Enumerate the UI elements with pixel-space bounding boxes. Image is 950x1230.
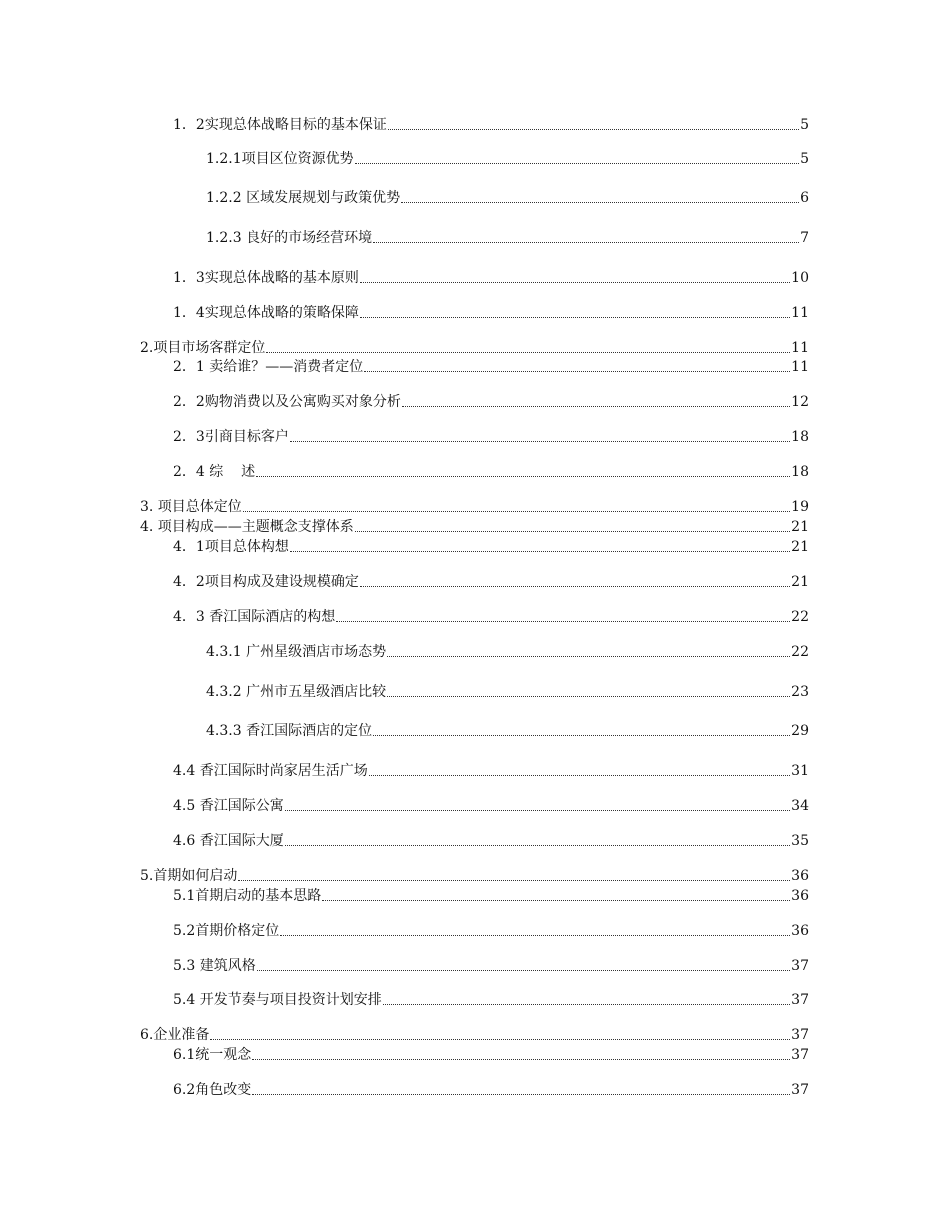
toc-entry-page: 11 <box>791 359 809 375</box>
toc-entry[interactable] <box>173 267 809 287</box>
toc-entry[interactable] <box>206 187 809 207</box>
toc-entry-title: 2．2购物消费以及公寓购买对象分析 <box>173 394 401 410</box>
toc-entry-title: 1．4实现总体战略的策略保障 <box>173 305 359 321</box>
toc-leader-dots <box>322 900 790 901</box>
toc-entry[interactable] <box>140 1024 809 1044</box>
toc-entry-page: 10 <box>791 270 809 286</box>
toc-entry[interactable] <box>173 461 809 481</box>
toc-leader-dots <box>364 371 790 372</box>
toc-entry-title: 5.1首期启动的基本思路 <box>173 888 322 904</box>
toc-entry[interactable] <box>140 865 809 885</box>
toc-leader-dots <box>355 163 799 164</box>
toc-leader-dots <box>402 406 790 407</box>
toc-leader-dots <box>256 476 790 477</box>
toc-entry-title: 1．3实现总体战略的基本原则 <box>173 270 359 286</box>
toc-entry-page: 18 <box>791 429 809 445</box>
toc-entry-title: 6.1统一观念 <box>173 1047 252 1063</box>
toc-entry-page: 36 <box>791 888 809 904</box>
toc-entry-page: 19 <box>791 499 809 515</box>
toc-leader-dots <box>336 621 790 622</box>
toc-entry[interactable] <box>173 536 809 556</box>
toc-leader-dots <box>388 129 799 130</box>
toc-entry-page: 11 <box>791 340 809 356</box>
toc-entry-title: 5.3 建筑风格 <box>173 958 256 974</box>
toc-leader-dots <box>290 441 790 442</box>
toc-entry-title: 4.3.2 广州市五星级酒店比较 <box>206 684 387 700</box>
toc-entry[interactable] <box>173 885 809 905</box>
toc-leader-dots <box>387 696 790 697</box>
toc-leader-dots <box>252 1094 790 1095</box>
toc-entry[interactable] <box>140 496 809 516</box>
toc-entry[interactable] <box>206 148 809 168</box>
toc-entry-title: 4．2项目构成及建设规模确定 <box>173 574 359 590</box>
toc-entry-title: 1．2实现总体战略目标的基本保证 <box>173 117 387 133</box>
toc-entry[interactable] <box>173 830 809 850</box>
toc-entry[interactable] <box>173 114 809 134</box>
toc-entry-page: 21 <box>791 519 809 535</box>
toc-entry-page: 21 <box>791 539 809 555</box>
toc-leader-dots <box>387 656 790 657</box>
toc-entry[interactable] <box>206 227 809 247</box>
toc-entry[interactable] <box>206 641 809 661</box>
toc-entry[interactable] <box>140 516 809 536</box>
toc-entry[interactable] <box>173 426 809 446</box>
toc-leader-dots <box>285 810 790 811</box>
toc-entry-title: 4.3.3 香江国际酒店的定位 <box>206 723 373 739</box>
toc-leader-dots <box>210 1039 790 1040</box>
toc-entry-page: 22 <box>791 609 809 625</box>
toc-entry-page: 35 <box>791 833 809 849</box>
toc-entry-title: 2．1 卖给谁？——消费者定位 <box>173 359 364 375</box>
toc-entry-page: 37 <box>791 1047 809 1063</box>
toc-leader-dots <box>383 1004 790 1005</box>
toc-leader-dots <box>360 317 790 318</box>
toc-entry-title: 5.首期如何启动 <box>140 868 238 884</box>
toc-entry[interactable] <box>140 337 809 357</box>
toc-entry-title: 2．3引商目标客户 <box>173 429 289 445</box>
toc-entry-title: 6.2角色改变 <box>173 1082 252 1098</box>
toc-entry-page: 5 <box>800 151 809 167</box>
toc-entry[interactable] <box>173 1079 809 1099</box>
toc-entry-page: 21 <box>791 574 809 590</box>
toc-entry-page: 36 <box>791 923 809 939</box>
toc-entry-page: 11 <box>791 305 809 321</box>
toc-entry-page: 37 <box>791 1082 809 1098</box>
toc-entry-page: 12 <box>791 394 809 410</box>
toc-leader-dots <box>266 352 790 353</box>
toc-entry[interactable] <box>173 391 809 411</box>
toc-leader-dots <box>257 970 790 971</box>
toc-leader-dots <box>280 935 790 936</box>
toc-entry[interactable] <box>173 989 809 1009</box>
toc-entry-page: 29 <box>791 723 809 739</box>
toc-entry-page: 6 <box>800 190 809 206</box>
toc-entry-title: 5.2首期价格定位 <box>173 923 280 939</box>
toc-entry-title: 4.6 香江国际大厦 <box>173 833 284 849</box>
toc-entry-title: 4.5 香江国际公寓 <box>173 798 284 814</box>
toc-leader-dots <box>369 775 790 776</box>
toc-entry[interactable] <box>173 571 809 591</box>
toc-leader-dots <box>243 511 790 512</box>
toc-entry-page: 5 <box>800 117 809 133</box>
toc-entry-page: 7 <box>800 230 809 246</box>
toc-entry[interactable] <box>173 302 809 322</box>
toc-entry-title: 1.2.2 区域发展规划与政策优势 <box>206 190 401 206</box>
toc-entry-title: 4．1项目总体构想 <box>173 539 289 555</box>
toc-entry[interactable] <box>173 795 809 815</box>
toc-entry-title: 4.3.1 广州星级酒店市场态势 <box>206 644 387 660</box>
toc-entry[interactable] <box>206 720 809 740</box>
toc-entry-title: 5.4 开发节奏与项目投资计划安排 <box>173 992 382 1008</box>
toc-entry-title: 1.2.3 良好的市场经营环境 <box>206 230 373 246</box>
toc-entry-page: 22 <box>791 644 809 660</box>
toc-entry[interactable] <box>173 920 809 940</box>
toc-entry[interactable] <box>173 955 809 975</box>
toc-leader-dots <box>290 551 790 552</box>
toc-entry-page: 37 <box>791 992 809 1008</box>
toc-entry-page: 34 <box>791 798 809 814</box>
toc-entry-page: 31 <box>791 763 809 779</box>
toc-entry[interactable] <box>173 356 809 376</box>
toc-leader-dots <box>252 1059 790 1060</box>
toc-entry-page: 37 <box>791 1027 809 1043</box>
toc-entry-title: 6.企业准备 <box>140 1027 210 1043</box>
toc-leader-dots <box>373 735 790 736</box>
toc-entry-title: 2.项目市场客群定位 <box>140 340 266 356</box>
toc-entry-title: 4．3 香江国际酒店的构想 <box>173 609 336 625</box>
toc-entry-page: 36 <box>791 868 809 884</box>
toc-leader-dots <box>401 202 799 203</box>
toc-leader-dots <box>285 845 790 846</box>
toc-entry[interactable] <box>173 1044 809 1064</box>
toc-entry-title: 3. 项目总体定位 <box>140 499 242 515</box>
toc-entry-page: 23 <box>791 684 809 700</box>
toc-entry-page: 18 <box>791 464 809 480</box>
toc-leader-dots <box>360 282 790 283</box>
toc-leader-dots <box>355 531 790 532</box>
toc-entry[interactable] <box>173 760 809 780</box>
toc-entry-title: 2．4 综 述 <box>173 464 256 480</box>
toc-entry[interactable] <box>173 606 809 626</box>
toc-entry-title: 4.4 香江国际时尚家居生活广场 <box>173 763 368 779</box>
toc-leader-dots <box>238 880 790 881</box>
toc-entry[interactable] <box>206 681 809 701</box>
toc-leader-dots <box>360 586 790 587</box>
toc-entry-title: 4. 项目构成——主题概念支撑体系 <box>140 519 354 535</box>
toc-entry-title: 1.2.1项目区位资源优势 <box>206 151 354 167</box>
toc-leader-dots <box>373 242 799 243</box>
toc-entry-page: 37 <box>791 958 809 974</box>
